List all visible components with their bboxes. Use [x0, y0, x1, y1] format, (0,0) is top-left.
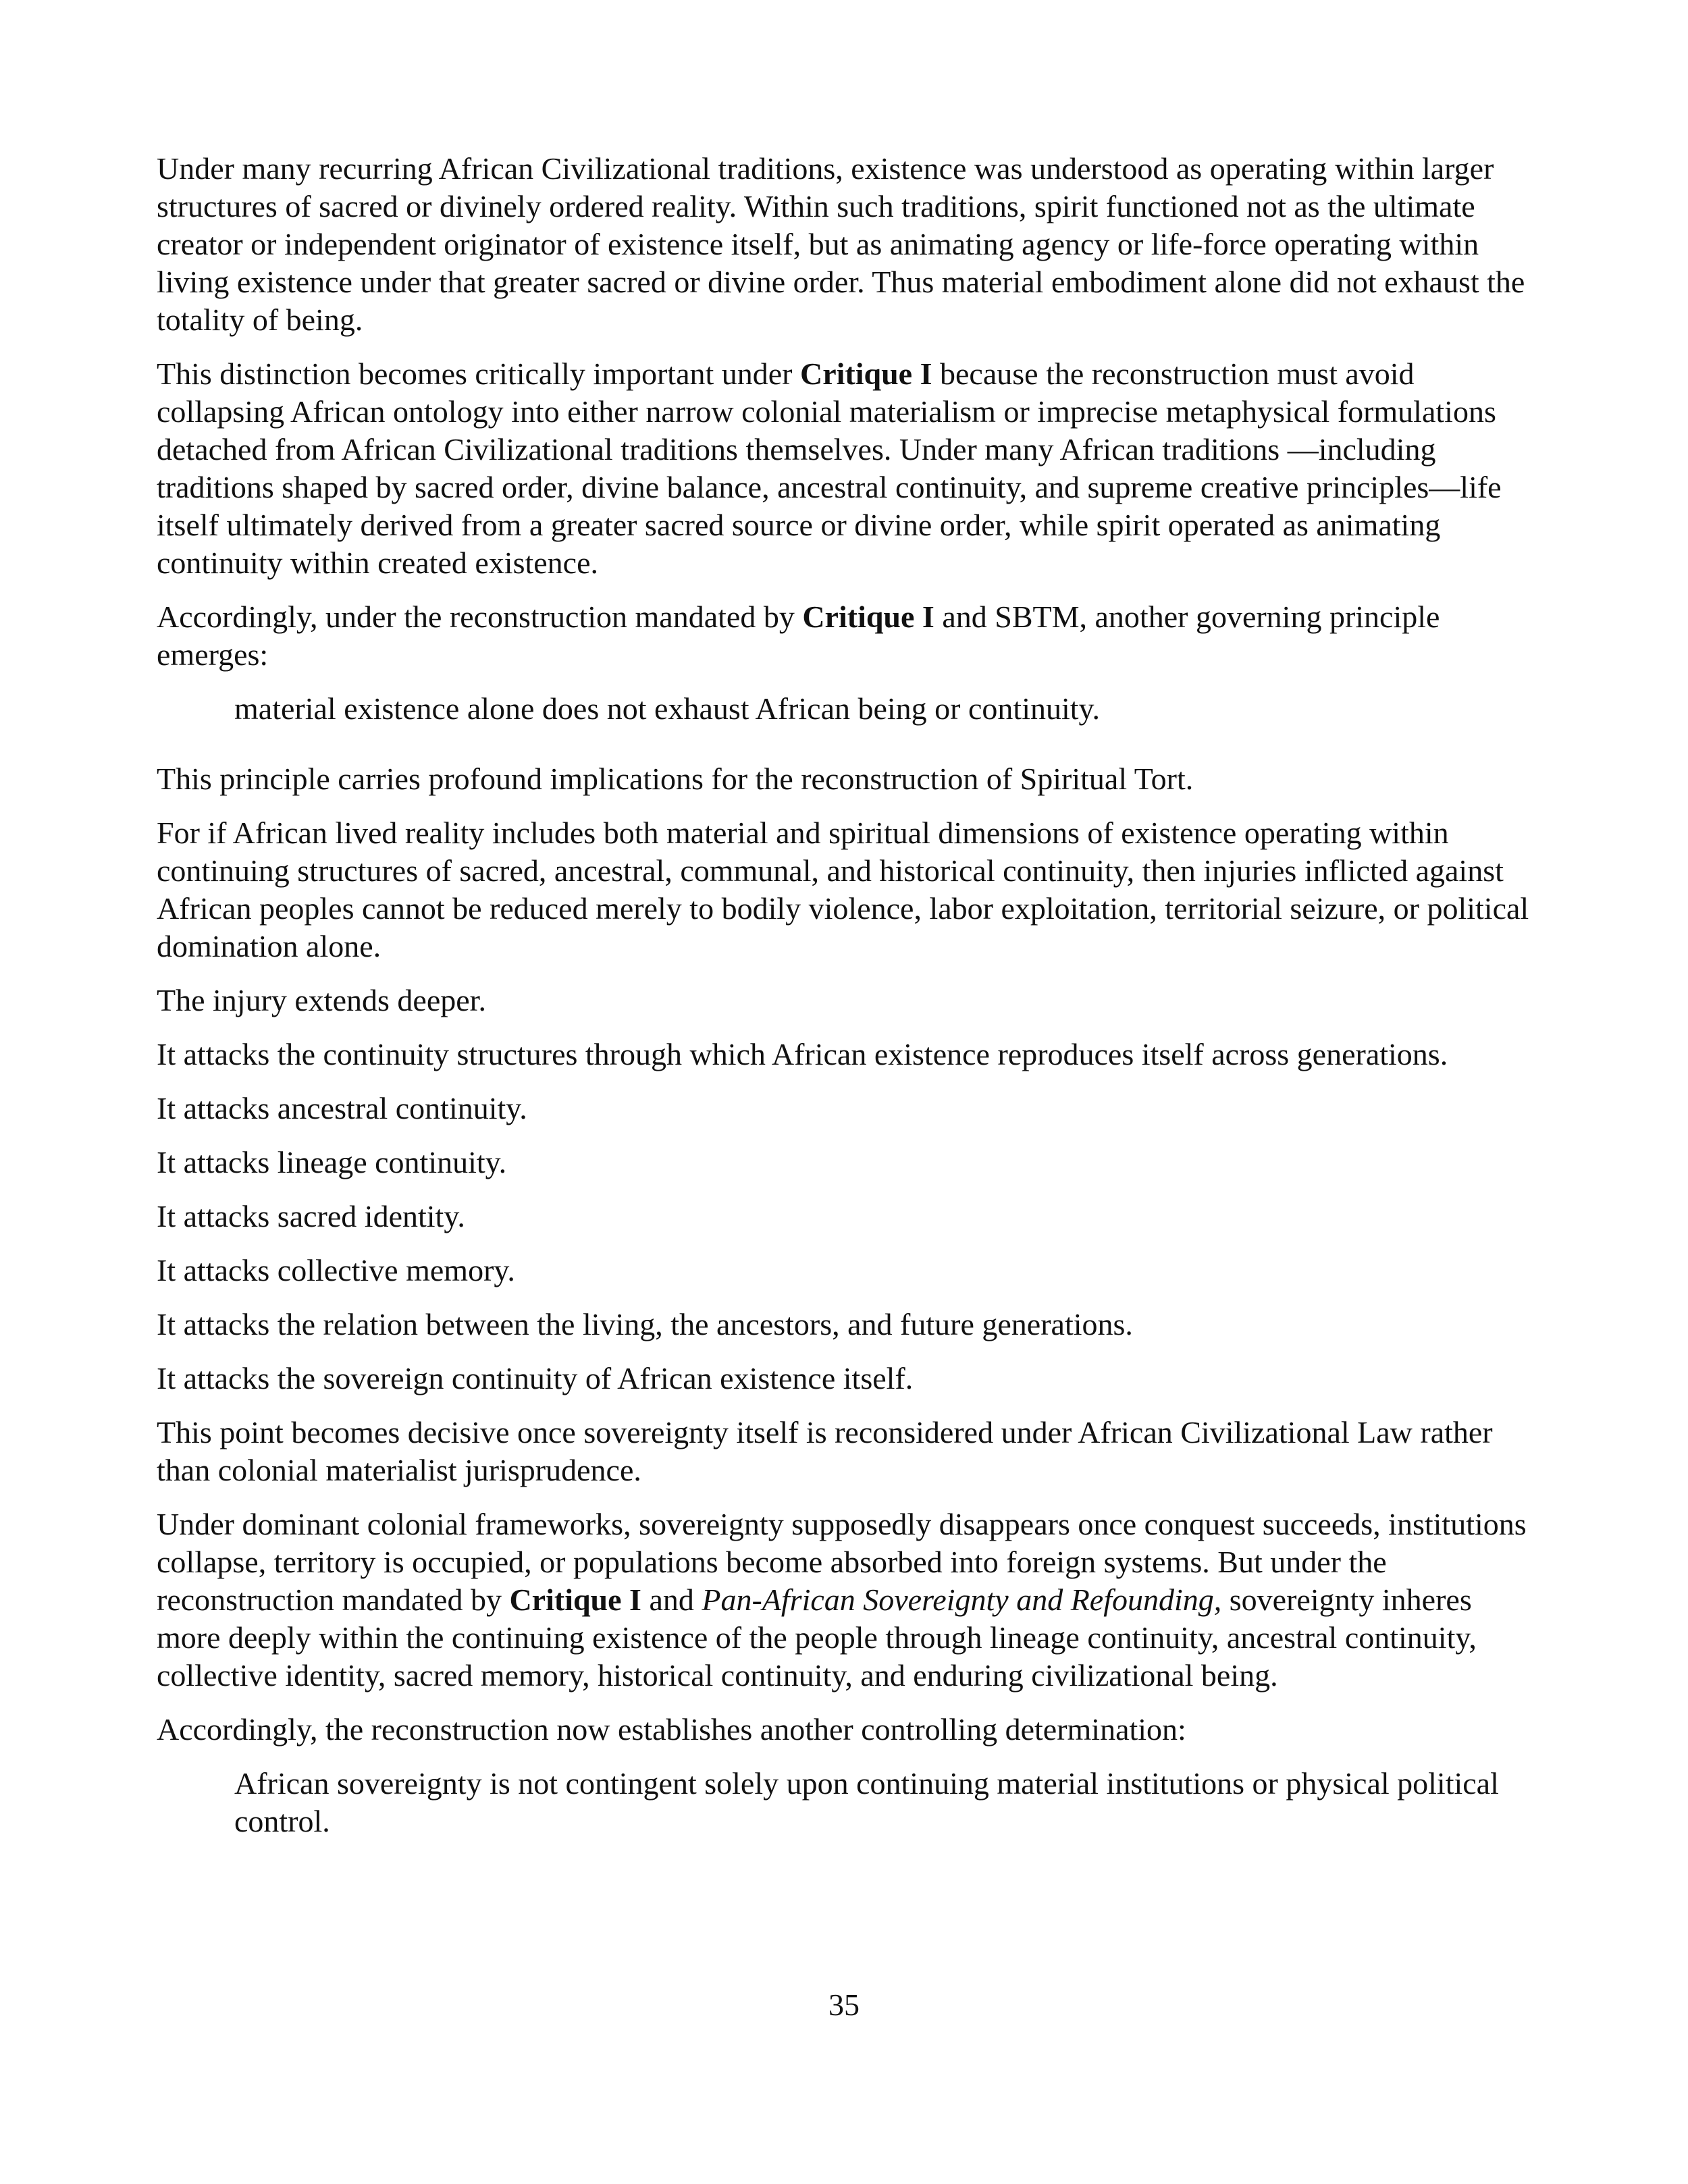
text-run: because the reconstruction must avoid collapsing African ontology into either narrow colonial materialism or imprecise metaphysical formulations detached from African Civilizational traditions themselves. Under many African traditions —including traditions shaped by sacred order, divine balance, ancestral continuity, and supreme creative principles—life itself ultimately derived from a greater sacred source or divine order, while spirit operated as animating continuity within created existence. — [157, 356, 1502, 580]
paragraph: Under many recurring African Civilizational traditions, existence was understood as operating within larger structures of sacred or divinely ordered reality. Within such traditions, spirit functioned not as the ultimate creator or independent originator of existence itself, but as animating agency or life-force operating within living existence under that greater sacred or divine order. Thus material embodiment alone did not exhaust the totality of being. — [157, 151, 1525, 337]
paragraph — [157, 598, 1541, 674]
text-run: Under dominant colonial frameworks, sovereignty supposedly disappears once conquest succeeds, institutions collapse, territory is occupied, or populations become absorbed into foreign systems. But under the reconstruction mandated by — [157, 1507, 1527, 1617]
paragraph: Accordingly, the reconstruction now establishes another controlling determination: — [157, 1712, 1186, 1747]
bold-term: Critique I — [800, 356, 932, 391]
paragraph: The injury extends deeper. — [157, 983, 486, 1017]
italic-title: Pan-African Sovereignty and Refounding, — [702, 1582, 1222, 1617]
paragraph: It attacks the continuity structures through which African existence reproduces itself across generations. — [157, 1037, 1448, 1071]
block-quote: material existence alone does not exhaust African being or continuity. — [234, 691, 1101, 726]
page-number: 35 — [828, 1988, 860, 2022]
page-body — [157, 150, 1541, 1857]
block-quote: African sovereignty is not contingent solely upon continuing material institutions or physical political control. — [234, 1766, 1499, 1838]
paragraph: It attacks sacred identity. — [157, 1199, 465, 1233]
paragraph — [157, 1506, 1541, 1695]
text-run: and SBTM, another governing principle emerges: — [157, 600, 1440, 672]
bold-term: Critique I — [509, 1582, 641, 1617]
paragraph — [157, 355, 1541, 582]
paragraph: It attacks the relation between the living, the ancestors, and future generations. — [157, 1307, 1133, 1341]
text-run: sovereignty inheres more deeply within the continuing existence of the people through lineage continuity, ancestral continuity, collective identity, sacred memory, historical continuity, and enduring civilizational being. — [157, 1582, 1477, 1693]
bold-term: Critique I — [802, 600, 934, 634]
paragraph: It attacks ancestral continuity. — [157, 1091, 527, 1125]
text-run: Accordingly, under the reconstruction mandated by — [157, 600, 803, 634]
paragraph: This point becomes decisive once sovereignty itself is reconsidered under African Civilizational Law rather than colonial materialist jurisprudence. — [157, 1415, 1493, 1487]
paragraph: It attacks the sovereign continuity of African existence itself. — [157, 1361, 914, 1395]
paragraph: It attacks lineage continuity. — [157, 1145, 507, 1179]
paragraph: This principle carries profound implications for the reconstruction of Spiritual Tort. — [157, 762, 1194, 796]
paragraph: It attacks collective memory. — [157, 1253, 515, 1287]
paragraph: For if African lived reality includes both material and spiritual dimensions of existence operating within continuing structures of sacred, ancestral, communal, and historical continuity, then injuries inflicted against African peoples cannot be reduced merely to bodily violence, labor exploitation, territorial seizure, or political domination alone. — [157, 816, 1529, 963]
text-run: This distinction becomes critically important under — [157, 356, 800, 391]
text-run: and — [641, 1582, 702, 1617]
